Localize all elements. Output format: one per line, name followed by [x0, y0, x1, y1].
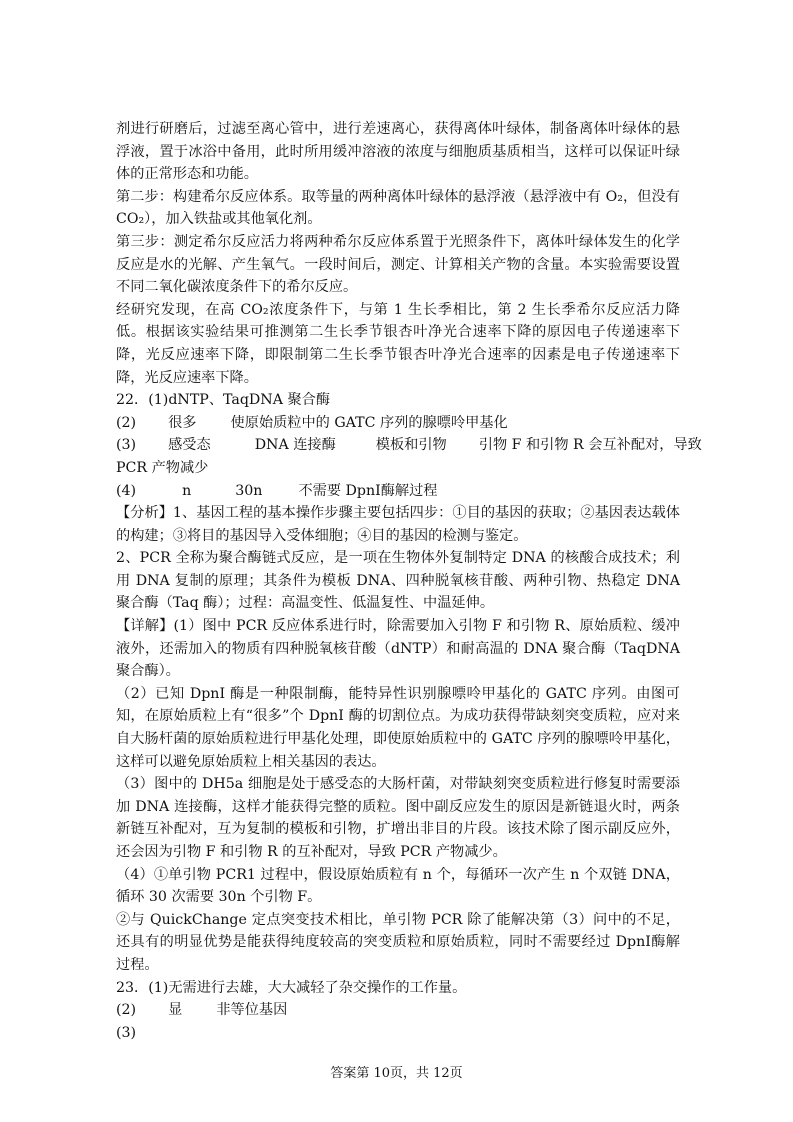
q22-line-2: [116, 412, 680, 435]
answer-value: DNA 连接酶: [254, 437, 336, 454]
answer-number: (2): [116, 1002, 137, 1019]
q22-line-3-continued: PCR 产物减少: [116, 459, 209, 476]
answer-number: (4): [116, 482, 137, 499]
answer-value: 引物 F 和引物 R 会互补配对，导致: [478, 437, 702, 454]
page-footer: 答案第 10页，共 12页: [330, 1066, 463, 1081]
answer-value: 30n: [235, 482, 263, 499]
paragraph: 经研究发现，在高 CO₂浓度条件下，与第 1 生长季相比，第 2 生长季希尔反应活力降低。根据该实验结果可推测第二生长季节银杏叶净光合速率下降的原因电子传递速率下降，光反应速率下降，即限制第二生长季节银杏叶净光合速率的因素是电子传递速率下降，光反应速率下降。: [116, 301, 680, 386]
detail-paragraph: （2）已知 DpnI 酶是一种限制酶，能特异性识别腺嘌呤甲基化的 GATC 序列。由图可知，在原始质粒上有“很多”个 DpnI 酶的切割位点。为成功获得带缺刻突变质粒，应对来自大肠杆菌的原始质粒进行甲基化处理，即使原始质粒中的 GATC 序列的腺嘌呤甲基化，这样可以避免原始质粒上相关基因的表达。: [116, 685, 680, 770]
answer-number: (2): [116, 414, 137, 431]
detail-paragraph: （4）①单引物 PCR1 过程中，假设原始质粒有 n 个，每循环一次产生 n 个双链 DNA，循环 30 次需要 30n 个引物 F。: [116, 866, 680, 906]
analysis-paragraph: 【分析】1、基因工程的基本操作步骤主要包括四步：①目的基因的获取；②基因表达载体的构建；③将目的基因导入受体细胞；④目的基因的检测与鉴定。: [116, 505, 680, 544]
answer-value: 使原始质粒中的 GATC 序列的腺嘌呤甲基化: [230, 414, 508, 431]
q23-line-3: (3): [116, 1024, 137, 1041]
paragraph: 第二步：构建希尔反应体系。取等量的两种离体叶绿体的悬浮液（悬浮液中有 O₂，但没有 CO₂），加入铁盐或其他氧化剂。: [116, 188, 680, 228]
answer-value: 模板和引物: [375, 437, 447, 454]
q22-line-3: [116, 434, 702, 457]
paragraph: 第三步：测定希尔反应活力将两种希尔反应体系置于光照条件下，离体叶绿体发生的化学反应是水的光解、产生氧气。一段时间后，测定、计算相关产物的含量。本实验需要设置不同二氧化碳浓度条件下的希尔反应。: [116, 233, 680, 296]
answer-value: 显: [168, 1002, 183, 1019]
answer-value: n: [182, 482, 192, 499]
detail-paragraph: ②与 QuickChange 定点突变技术相比，单引物 PCR 除了能解决第（3）问中的不足，还具有的明显优势是能获得纯度较高的突变质粒和原始质粒，同时不需要经过 DpnI酶解过程。: [116, 911, 680, 973]
answer-value: 感受态: [168, 437, 211, 454]
q23-line-1: 23．(1)无需进行去雄，大大减轻了杂交操作的工作量。: [116, 979, 467, 996]
q23-line-2: [116, 999, 680, 1022]
answer-value: 不需要 DpnI酶解过程: [298, 482, 438, 499]
answer-value: 非等位基因: [216, 1002, 288, 1019]
answer-number: (3): [116, 437, 137, 454]
detail-paragraph: （3）图中的 DH5a 细胞是处于感受态的大肠杆菌，对带缺刻突变质粒进行修复时需要添加 DNA 连接酶，这样才能获得完整的质粒。图中副反应发生的原因是新链退火时，两条新链互补配对，互为复制的模板和引物，扩增出非目的片段。该技术除了图示副反应外，还会因为引物 F 和引物 R 的互补配对，导致 PCR 产物减少。: [116, 776, 680, 860]
detail-paragraph: 【详解】(1）图中 PCR 反应体系进行时，除需要加入引物 F 和引物 R、原始质粒、缓冲液外，还需加入的物质有四种脱氧核苷酸（dNTP）和耐高温的 DNA 聚合酶（TaqDNA 聚合酶）。: [116, 618, 680, 680]
analysis-paragraph: 2、PCR 全称为聚合酶链式反应，是一项在生物体外复制特定 DNA 的核酸合成技术；利用 DNA 复制的原理；其条件为模板 DNA、四种脱氧核苷酸、两种引物、热稳定 DNA 聚合酶（Taq 酶）；过程：高温变性、低温复性、中温延伸。: [116, 550, 680, 612]
paragraph: 剂进行研磨后，过滤至离心管中，进行差速离心，获得离体叶绿体，制备离体叶绿体的悬浮液，置于冰浴中备用，此时所用缓冲溶液的浓度与细胞质基质相当，这样可以保证叶绿体的正常形态和功能。: [116, 121, 680, 183]
q22-line-4: [116, 480, 680, 503]
q22-line-1: 22．(1)dNTP、TaqDNA 聚合酶: [116, 392, 331, 409]
answer-content: [116, 118, 702, 1044]
answer-value: 很多: [168, 414, 197, 431]
